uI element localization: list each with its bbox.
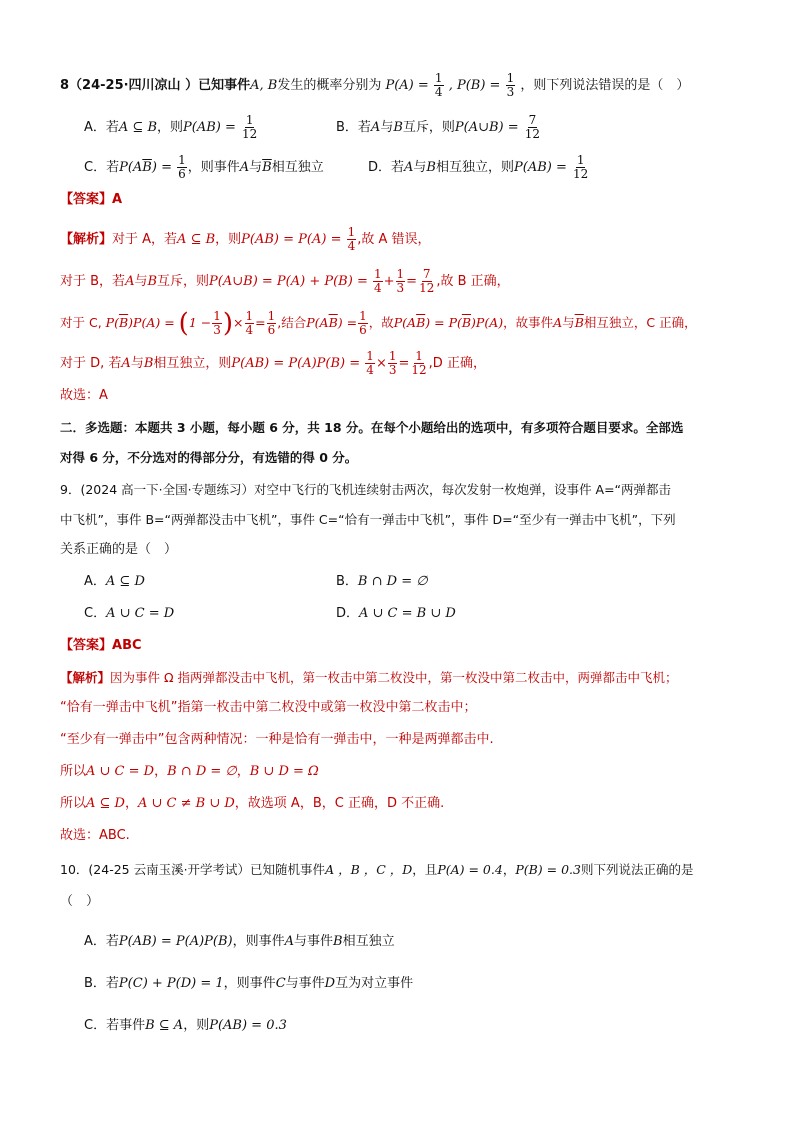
q9-answer-value: ABC bbox=[112, 638, 142, 653]
q8-option-b-label: B．若 bbox=[336, 120, 371, 135]
q9-exp5-b: ，故选项 A，B，C 正确，D 不正确. bbox=[234, 796, 445, 811]
q8-exp3-e3-bar: $\overline{B}$ bbox=[416, 315, 426, 330]
q9-explanation-2: “恰有一弹击中飞机”指第一枚击中第二枚没中或第一枚没中第二枚击中； bbox=[60, 700, 477, 715]
q8-exp4-mid: 与 bbox=[130, 356, 144, 371]
q8-exp3-vb: $\overline{B}$ bbox=[574, 315, 584, 330]
section2-heading-line1: 二．多选题：本题共 3 小题，每小题 6 分，共 18 分。在每个小题给出的选项中，有多项符合题目要求。全部选 bbox=[60, 420, 684, 435]
q8-option-b-a: A bbox=[370, 120, 381, 135]
q9-option-a bbox=[84, 572, 145, 592]
q8-exp3-expr-mid: )P(A) = bbox=[128, 315, 175, 330]
q10-option-a-b: B bbox=[333, 934, 343, 949]
q8-option-b-frac bbox=[524, 114, 541, 141]
q8-exp2-d3: 12 bbox=[419, 281, 435, 295]
q10-option-b bbox=[84, 974, 413, 994]
q8-exp4-vb: B bbox=[143, 356, 154, 371]
q9-exp4-e3: B ∪ D = Ω bbox=[249, 764, 319, 779]
q9-exp4-a: 所以 bbox=[60, 764, 87, 779]
q8-option-c-b: $\overline{B}$ bbox=[262, 160, 272, 175]
q8-option-a-expr: P(AB) = bbox=[183, 120, 236, 135]
q10-option-a-mid: 与事件 bbox=[294, 934, 334, 949]
q8-option-a-num: 1 bbox=[245, 113, 254, 127]
q8-exp3-so: ，故 bbox=[368, 315, 394, 330]
q8-option-b-num: 7 bbox=[528, 113, 537, 127]
q8-option-c bbox=[84, 154, 324, 181]
q8-exp3-e3-pre: P(A bbox=[393, 315, 417, 330]
q8-option-c-label: C．若 bbox=[84, 160, 120, 175]
q9-stem-line1: 9．(2024 高一下·全国·专题练习）对空中飞行的飞机连续射击两次，每次发射一枚炮弹，设事件 A=“两弹都击 bbox=[60, 482, 672, 497]
q8-exp4-n3: 1 bbox=[415, 349, 423, 363]
q8-option-d-mid: 与 bbox=[413, 160, 427, 175]
q8-option-b-expr: P(A∪B) = bbox=[454, 120, 519, 135]
q9-exp5-e1: A ⊆ D bbox=[86, 796, 125, 811]
q10-stem-c: 则下列说法正确的是 bbox=[580, 862, 694, 877]
q8-choose-value: A bbox=[99, 388, 108, 403]
q9-stem-line2: 中飞机”，事件 B=“两弹都没击中飞机”，事件 C=“恰有一弹击中飞机”，事件 D=“至少有一弹击中飞机”，下列 bbox=[60, 512, 676, 527]
q9-option-c-expr: A ∪ C = D bbox=[106, 606, 175, 621]
q8-exp1-c: ,故 A 错误， bbox=[357, 232, 431, 247]
q8-option-d bbox=[368, 154, 590, 181]
q9-exp4-e2: B ∩ D = ∅ bbox=[167, 764, 237, 779]
q10-option-c bbox=[84, 1016, 287, 1036]
q10-option-a-expr: P(AB) = P(A)P(B) bbox=[118, 934, 233, 949]
q8-option-c-den: 6 bbox=[178, 167, 186, 181]
q8-explanation-label: 【解析】 bbox=[60, 232, 113, 247]
q8-exp2-n3: 7 bbox=[422, 267, 431, 281]
q8-pa-den: 4 bbox=[434, 85, 443, 99]
q9-exp5-a: 所以 bbox=[60, 796, 87, 811]
q8-explanation-2 bbox=[60, 268, 510, 295]
q8-answer bbox=[60, 190, 122, 210]
q10-option-c-cond: B ⊆ A bbox=[145, 1018, 184, 1033]
q9-option-a-expr: A ⊆ D bbox=[105, 574, 145, 589]
q8-exp2-frac3 bbox=[418, 268, 435, 295]
q10-option-b-b: D bbox=[324, 976, 336, 991]
q8-exp3-e2-bar: $\overline{B}$ bbox=[328, 315, 338, 330]
q9-option-b-label: B． bbox=[336, 574, 358, 589]
q8-exp3-lparen: ( bbox=[178, 308, 189, 339]
q9-answer bbox=[60, 636, 142, 656]
q8-exp1-a: 对于 A，若 bbox=[112, 232, 178, 247]
q8-exp3-frac1 bbox=[212, 310, 222, 337]
q8-exp3-va: A bbox=[553, 315, 563, 330]
q9-choose-label: 故选： bbox=[60, 828, 100, 843]
q8-option-c-num: 1 bbox=[178, 153, 186, 167]
q8-pa-num: 1 bbox=[434, 71, 443, 85]
q8-exp3-bar: $\overline{B}$ bbox=[118, 315, 129, 330]
q8-option-c-expr-pre: P(A bbox=[119, 160, 143, 175]
q8-exp4-rel: 相互独立，则 bbox=[153, 356, 232, 371]
q8-exp3-mid2: 与 bbox=[562, 315, 575, 330]
q8-option-d-a: A bbox=[404, 160, 414, 175]
q8-option-c-expr-post: ) = bbox=[151, 160, 172, 175]
q8-pa-expr: P(A) = bbox=[385, 78, 429, 93]
q8-pb-den: 3 bbox=[506, 85, 515, 99]
q9-explanation-3: “至少有一弹击中”包含两种情况：一种是恰有一弹击中，一种是两弹都击中. bbox=[60, 732, 494, 747]
q8-option-b-mid: 与 bbox=[380, 120, 394, 135]
q8-exp4-d1: 4 bbox=[366, 363, 374, 377]
q8-exp3-d2: 4 bbox=[245, 323, 254, 337]
q8-option-b bbox=[336, 114, 542, 141]
q8-exp3-n1: 1 bbox=[213, 309, 221, 323]
q9-explanation-5 bbox=[60, 794, 444, 814]
q8-exp2-expr: P(A∪B) = P(A) + P(B) = bbox=[209, 274, 368, 289]
q8-exp4-frac1 bbox=[365, 350, 375, 377]
q8-exp4-n1: 1 bbox=[366, 349, 374, 363]
q8-answer-value: A bbox=[112, 192, 123, 207]
q9-option-b-expr: B ∩ D = ∅ bbox=[357, 574, 428, 589]
q8-exp1-den: 4 bbox=[347, 239, 356, 253]
q10-stem-e1: P(A) = 0.4 bbox=[437, 862, 503, 877]
q8-exp3-c: ，故事件 bbox=[503, 315, 554, 330]
q8-exp1-num: 1 bbox=[347, 225, 356, 239]
q10-option-c-label: C．若事件 bbox=[84, 1018, 146, 1033]
q8-exp3-d3: 6 bbox=[267, 323, 276, 337]
q8-pb-expr: , P(B) = bbox=[448, 78, 501, 93]
q8-exp4-expr: P(AB) = P(A)P(B) = bbox=[231, 356, 361, 371]
q8-explanation-4 bbox=[60, 350, 486, 377]
q10-option-a bbox=[84, 932, 395, 952]
q8-option-a-den: 12 bbox=[242, 127, 258, 141]
q8-exp1-b: ，则 bbox=[215, 232, 242, 247]
q9-exp5-sep1: ， bbox=[124, 796, 138, 811]
q9-option-d-expr: A ∪ C = B ∪ D bbox=[359, 606, 456, 621]
q9-exp4-sep2: ， bbox=[236, 764, 250, 779]
q8-pb-frac bbox=[506, 72, 516, 99]
q9-choose bbox=[60, 826, 130, 846]
q8-exp3-expr-pre: P( bbox=[105, 315, 119, 330]
q8-exp2-n1: 1 bbox=[373, 267, 382, 281]
q8-exp1-frac bbox=[347, 226, 357, 253]
q10-option-b-then: ，则事件 bbox=[223, 976, 276, 991]
q9-explanation-1 bbox=[60, 668, 678, 688]
q8-exp2-vb: B bbox=[147, 274, 158, 289]
q8-exp2-n2: 1 bbox=[396, 267, 405, 281]
q8-exp4-d3: 12 bbox=[411, 363, 427, 377]
q8-option-d-label: D．若 bbox=[368, 160, 405, 175]
q9-exp4-sep1: ， bbox=[154, 764, 168, 779]
q9-explanation-label: 【解析】 bbox=[60, 670, 111, 685]
q8-exp3-e2-post: ) = bbox=[337, 315, 358, 330]
q8-option-b-den: 12 bbox=[524, 127, 541, 141]
q8-exp4-frac2 bbox=[388, 350, 398, 377]
q9-option-a-label: A． bbox=[84, 574, 106, 589]
q9-option-b bbox=[336, 572, 428, 592]
q8-exp2-d2: 3 bbox=[396, 281, 405, 295]
q10-stem-b: ，且 bbox=[412, 862, 438, 877]
q8-exp3-frac2 bbox=[245, 310, 255, 337]
q8-exp3-d: 相互独立，C 正确， bbox=[583, 315, 697, 330]
q8-choose bbox=[60, 386, 108, 406]
q8-option-b-rel: 互斥，则 bbox=[402, 120, 455, 135]
q8-option-c-tail: 相互独立 bbox=[271, 160, 324, 175]
q9-stem-line3: 关系正确的是（ ） bbox=[60, 542, 178, 557]
q8-exp3-e2-pre: P(A bbox=[306, 315, 329, 330]
q8-stem-mid: 发生的概率分别为 bbox=[277, 78, 382, 93]
q8-exp4-n2: 1 bbox=[388, 349, 397, 363]
q10-option-b-tail: 互为对立事件 bbox=[335, 976, 414, 991]
q9-option-c-label: C． bbox=[84, 606, 107, 621]
q10-option-a-tail: 相互独立 bbox=[342, 934, 395, 949]
q10-stem-line2: （ ） bbox=[60, 894, 100, 909]
q9-answer-label: 【答案】 bbox=[60, 638, 113, 653]
q8-exp3-times: × bbox=[233, 315, 244, 330]
q10-stem-a: 10．(24-25 云南玉溪·开学考试）已知随机事件 bbox=[60, 862, 326, 877]
q8-exp2-eq: = bbox=[406, 274, 418, 289]
q8-exp3-d4: 6 bbox=[359, 323, 367, 337]
q10-stem-line1 bbox=[60, 860, 694, 880]
q8-exp2-mid: 与 bbox=[134, 274, 148, 289]
q8-exp4-eq: = bbox=[398, 356, 410, 371]
q10-option-a-label: A．若 bbox=[84, 934, 119, 949]
q9-exp4-e1: A ∪ C = D bbox=[86, 764, 155, 779]
q8-exp4-c: ,D 正确， bbox=[428, 356, 486, 371]
q9-option-d-label: D． bbox=[336, 606, 360, 621]
q8-option-c-mid: 与 bbox=[249, 160, 263, 175]
q8-exp3-n4: 1 bbox=[359, 309, 367, 323]
q8-option-d-expr: P(AB) = bbox=[514, 160, 567, 175]
q9-choose-value: ABC. bbox=[99, 828, 130, 843]
q8-exp2-c: ,故 B 正确， bbox=[436, 274, 510, 289]
q8-option-a-label: A．若 bbox=[84, 120, 119, 135]
q8-stem-tail: ，则下列说法错误的是（ ） bbox=[520, 78, 690, 93]
q8-explanation-1 bbox=[60, 226, 431, 253]
q8-option-d-frac bbox=[572, 154, 589, 181]
q8-pa-frac bbox=[434, 72, 444, 99]
q8-option-c-frac bbox=[177, 154, 187, 181]
q8-option-d-rel: 相互独立，则 bbox=[435, 160, 514, 175]
q8-exp2-plus: + bbox=[383, 274, 395, 289]
q8-option-d-b: B bbox=[426, 160, 436, 175]
q8-exp2-d1: 4 bbox=[373, 281, 382, 295]
q8-exp3-rparen: ) bbox=[222, 308, 234, 339]
q8-option-c-a: A bbox=[239, 160, 250, 175]
q8-option-d-den: 12 bbox=[573, 167, 589, 181]
q8-exp1-expr: P(AB) = P(A) = bbox=[241, 232, 342, 247]
q8-exp3-one: 1 − bbox=[188, 315, 212, 330]
q8-pb-num: 1 bbox=[506, 71, 515, 85]
q8-exp2-frac1 bbox=[373, 268, 383, 295]
q8-exp3-n2: 1 bbox=[245, 309, 254, 323]
q9-exp1: 因为事件 Ω 指两弹都没击中飞机，第一枚击中第二枚没中，第一枚没中第二枚击中，两弹都击中飞机； bbox=[110, 670, 678, 685]
q8-option-a-then: ，则 bbox=[157, 120, 184, 135]
q10-option-b-a: C bbox=[275, 976, 286, 991]
q8-option-a-cond: A ⊆ B bbox=[118, 120, 158, 135]
q9-option-d bbox=[336, 604, 456, 624]
q9-explanation-4 bbox=[60, 762, 319, 782]
q8-option-d-num: 1 bbox=[576, 153, 585, 167]
q10-option-b-label: B．若 bbox=[84, 976, 119, 991]
q8-exp4-frac3 bbox=[410, 350, 427, 377]
q8-explanation-3 bbox=[60, 310, 697, 337]
q8-exp3-e3-post: )P(A) bbox=[471, 315, 504, 330]
q8-answer-label: 【答案】 bbox=[60, 192, 113, 207]
q8-exp4-va: A bbox=[121, 356, 131, 371]
q10-option-c-then: ，则 bbox=[183, 1018, 210, 1033]
q8-exp2-va: A bbox=[125, 274, 135, 289]
q10-stem-sep: ， bbox=[502, 862, 516, 877]
q10-option-c-expr: P(AB) = 0.3 bbox=[209, 1018, 287, 1033]
q8-exp3-d1: 3 bbox=[213, 323, 221, 337]
q8-stem-vars: A, B bbox=[250, 78, 278, 93]
section2-heading-line2: 对得 6 分，不分选对的得部分分，有选错的得 0 分。 bbox=[60, 450, 358, 465]
q8-option-a-frac bbox=[241, 114, 258, 141]
q10-option-a-then: ，则事件 bbox=[232, 934, 285, 949]
q10-option-b-mid: 与事件 bbox=[285, 976, 325, 991]
q8-option-c-then: ，则事件 bbox=[187, 160, 240, 175]
q8-exp3-eq: = bbox=[255, 315, 266, 330]
q8-exp4-d2: 3 bbox=[388, 363, 397, 377]
q8-option-a bbox=[84, 114, 259, 141]
q8-exp3-frac3 bbox=[267, 310, 277, 337]
q9-option-c bbox=[84, 604, 174, 624]
q8-exp3-frac4 bbox=[358, 310, 368, 337]
q8-exp2-a: 对于 B，若 bbox=[60, 274, 126, 289]
q9-exp5-e2: A ∪ C ≠ B ∪ D bbox=[138, 796, 235, 811]
q8-choose-label: 故选： bbox=[60, 388, 100, 403]
q8-exp1-cond: A ⊆ B bbox=[177, 232, 216, 247]
q8-exp3-e3-mid: ) = P( bbox=[425, 315, 462, 330]
q8-exp4-a: 对于 D, 若 bbox=[60, 356, 122, 371]
q10-stem-vars: A ，B ，C ，D bbox=[325, 862, 413, 877]
q8-exp3-a: 对于 C, bbox=[60, 315, 102, 330]
q8-exp2-frac2 bbox=[396, 268, 406, 295]
q8-option-b-b: B bbox=[393, 120, 403, 135]
q10-option-a-a: A bbox=[284, 934, 295, 949]
q8-stem-prefix: 8（24-25·四川凉山 ）已知事件 bbox=[60, 78, 251, 93]
q8-exp3-e3-bar2: $\overline{B}$ bbox=[461, 315, 472, 330]
q8-exp3-n3: 1 bbox=[267, 309, 276, 323]
q8-exp4-times: × bbox=[375, 356, 387, 371]
q8-stem bbox=[60, 72, 689, 99]
q8-exp2-rel: 互斥，则 bbox=[157, 274, 210, 289]
q10-option-b-expr: P(C) + P(D) = 1 bbox=[118, 976, 224, 991]
q10-stem-e2: P(B) = 0.3 bbox=[515, 862, 581, 877]
q8-option-c-bar: $\overline{B}$ bbox=[142, 160, 152, 175]
q8-exp3-comb: ,结合 bbox=[277, 315, 307, 330]
